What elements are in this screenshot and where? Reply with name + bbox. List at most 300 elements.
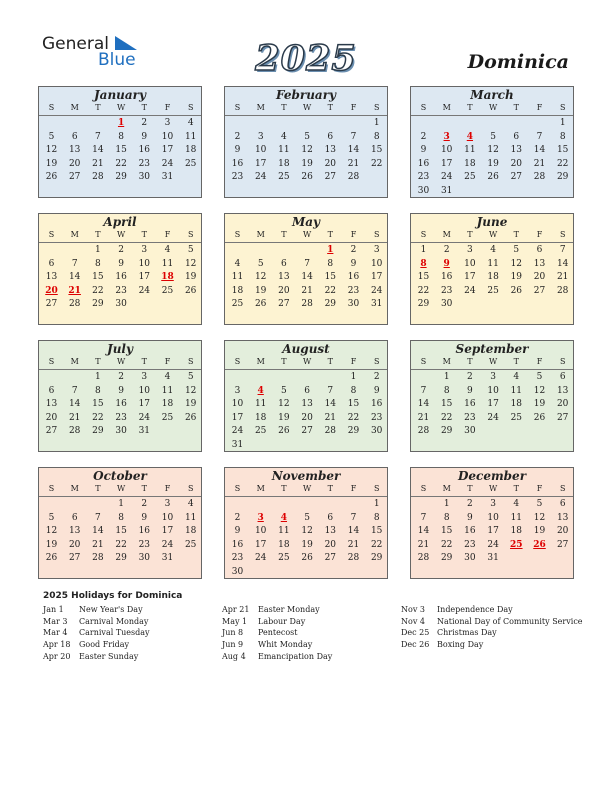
calendar-date: 6 <box>327 512 334 523</box>
holiday-column <box>43 605 223 663</box>
weekday-label: S <box>420 484 427 493</box>
holiday-name: Emancipation Day <box>258 651 333 661</box>
weekday-label: M <box>442 357 451 366</box>
calendar-date: 26 <box>254 299 267 310</box>
calendar-date: 25 <box>278 172 290 183</box>
calendar-date: 1 <box>118 499 124 509</box>
weekday-label: T <box>141 103 147 112</box>
calendar-date: 18 <box>184 145 197 156</box>
calendar-date: 21 <box>301 285 313 296</box>
calendar-date: 26 <box>533 412 546 423</box>
calendar-date: 22 <box>417 285 430 296</box>
calendar-date: 30 <box>347 299 360 310</box>
calendar-date: 31 <box>370 299 383 310</box>
calendar-date: 14 <box>533 145 546 156</box>
calendar-date: 14 <box>92 145 104 156</box>
weekday-label: T <box>327 357 333 366</box>
calendar-date: 24 <box>487 412 499 423</box>
calendar-date: 10 <box>487 512 499 523</box>
calendar-date: 25 <box>487 285 499 296</box>
calendar-date: 6 <box>281 258 287 269</box>
calendar-date: 25 <box>161 285 174 296</box>
calendar-date: 27 <box>278 299 290 310</box>
calendar-date: 16 <box>138 526 151 537</box>
calendar-date: 13 <box>324 145 337 156</box>
calendar-date: 12 <box>301 145 313 156</box>
calendar-date: 28 <box>68 299 81 310</box>
holiday-name: Good Friday <box>79 640 130 650</box>
calendar-date: 19 <box>533 399 546 410</box>
calendar-date: 19 <box>45 158 58 169</box>
calendar-date: 14 <box>417 526 430 537</box>
calendar-date: 17 <box>254 158 267 169</box>
calendar-date: 17 <box>161 145 174 156</box>
calendar-date: 24 <box>138 412 151 423</box>
holiday-date: 26 <box>533 539 546 550</box>
month-july <box>38 340 202 452</box>
calendar-date: 13 <box>510 145 523 156</box>
calendar-date: 16 <box>417 158 430 169</box>
calendar-date: 3 <box>141 372 148 382</box>
holiday-row <box>222 652 402 664</box>
holiday-row <box>401 628 581 640</box>
calendar-date: 28 <box>301 299 313 310</box>
holiday-date: 4 <box>466 131 474 142</box>
calendar-date: 18 <box>161 399 174 410</box>
calendar-date: 4 <box>281 131 287 142</box>
calendar-date: 15 <box>324 272 337 283</box>
calendar-date: 22 <box>115 539 127 550</box>
month-january <box>38 86 202 198</box>
calendar-date: 10 <box>254 145 267 156</box>
calendar-year: 2025 <box>255 38 357 79</box>
calendar-date: 6 <box>48 385 55 396</box>
calendar-date: 29 <box>370 553 383 564</box>
weekday-label: S <box>559 103 566 112</box>
calendar-date: 5 <box>48 512 55 523</box>
calendar-date: 6 <box>536 245 543 255</box>
weekday-label: F <box>350 103 357 112</box>
calendar-date: 27 <box>556 539 569 550</box>
calendar-date: 21 <box>417 412 430 423</box>
calendar-date: 26 <box>184 412 197 423</box>
calendar-date: 17 <box>161 526 174 537</box>
calendar-date: 29 <box>92 299 104 310</box>
calendar-date: 19 <box>45 539 58 550</box>
weekday-label: S <box>234 230 241 239</box>
calendar-date: 27 <box>68 553 81 564</box>
calendar-date: 30 <box>138 172 151 183</box>
month-title: June <box>476 215 508 229</box>
calendar-date: 2 <box>118 245 124 255</box>
calendar-date: 23 <box>417 172 430 183</box>
calendar-date: 9 <box>467 385 473 396</box>
calendar-date: 15 <box>347 399 360 410</box>
calendar-date: 14 <box>68 272 81 283</box>
calendar-date: 22 <box>556 158 569 169</box>
calendar-date: 14 <box>347 145 360 156</box>
weekday-label: T <box>513 103 519 112</box>
weekday-label: S <box>559 230 566 239</box>
holiday-row <box>43 652 223 664</box>
weekday-label: F <box>350 357 357 366</box>
calendar-date: 15 <box>440 526 453 537</box>
calendar-date: 12 <box>184 385 197 396</box>
holiday-date: 18 <box>161 272 174 283</box>
calendar-date: 14 <box>347 526 360 537</box>
holiday-row <box>43 640 223 652</box>
calendar-date: 25 <box>254 426 267 437</box>
calendar-date: 17 <box>138 272 151 283</box>
holiday-row <box>222 605 402 617</box>
calendar-date: 20 <box>510 158 523 169</box>
holiday-date: 1 <box>117 118 125 128</box>
calendar-date: 17 <box>231 412 244 423</box>
weekday-label: S <box>373 103 380 112</box>
holiday-date-label: Aug 4 <box>222 651 246 661</box>
calendar-date: 4 <box>187 118 194 128</box>
calendar-date: 8 <box>118 131 124 142</box>
holiday-date: 3 <box>257 512 264 523</box>
calendar-date: 5 <box>48 131 55 142</box>
holiday-column <box>401 605 581 652</box>
calendar-date: 24 <box>161 539 174 550</box>
calendar-date: 9 <box>141 131 148 142</box>
weekday-label: T <box>95 357 101 366</box>
calendar-date: 31 <box>231 440 244 450</box>
calendar-date: 12 <box>45 526 58 537</box>
weekday-label: T <box>281 230 287 239</box>
calendar-date: 8 <box>373 512 380 523</box>
calendar-date: 7 <box>327 385 334 396</box>
weekday-label: F <box>536 230 543 239</box>
calendar-date: 6 <box>71 512 78 523</box>
weekday-label: M <box>70 103 79 112</box>
calendar-date: 23 <box>115 285 127 296</box>
calendar-date: 3 <box>234 385 241 396</box>
calendar-date: 5 <box>257 258 264 269</box>
calendar-date: 27 <box>45 426 58 437</box>
calendar-date: 3 <box>467 245 473 255</box>
month-november <box>224 467 388 579</box>
calendar-date: 19 <box>301 158 313 169</box>
weekday-header <box>225 357 387 370</box>
calendar-date: 1 <box>559 118 566 128</box>
weekday-label: T <box>95 484 101 493</box>
calendar-date: 30 <box>115 426 127 437</box>
calendar-date: 9 <box>118 258 124 269</box>
weekday-label: M <box>70 230 79 239</box>
calendar-date: 20 <box>68 158 81 169</box>
holiday-date: 21 <box>68 285 81 296</box>
calendar-date: 10 <box>487 385 499 396</box>
calendar-date: 10 <box>440 145 453 156</box>
calendar-date: 21 <box>92 158 104 169</box>
logo-word-general: General <box>42 34 109 54</box>
calendar-date: 17 <box>254 539 267 550</box>
calendar-date: 7 <box>95 131 101 142</box>
calendar-date: 10 <box>254 526 267 537</box>
calendar-date: 7 <box>71 385 78 396</box>
calendar-date: 15 <box>370 145 383 156</box>
calendar-date: 3 <box>164 118 171 128</box>
calendar-date: 24 <box>161 158 174 169</box>
calendar-date: 19 <box>184 399 197 410</box>
month-title: November <box>271 469 341 483</box>
weekday-label: S <box>420 103 427 112</box>
calendar-date: 10 <box>231 399 244 410</box>
calendar-date: 13 <box>278 272 290 283</box>
calendar-date: 13 <box>68 145 81 156</box>
calendar-date: 29 <box>440 426 453 437</box>
calendar-date: 23 <box>115 412 127 423</box>
weekday-label: T <box>327 103 333 112</box>
weekday-label: M <box>442 484 451 493</box>
weekday-label: T <box>281 484 287 493</box>
weekday-label: S <box>559 357 566 366</box>
holiday-row <box>43 617 223 629</box>
calendar-date: 22 <box>92 412 104 423</box>
calendar-date: 2 <box>234 131 241 142</box>
weekday-header <box>225 230 387 243</box>
calendar-date: 23 <box>138 539 151 550</box>
calendar-date: 7 <box>559 245 566 255</box>
calendar-date: 11 <box>231 272 244 283</box>
holiday-name: Whit Monday <box>258 640 313 650</box>
holiday-date-label: Jun 8 <box>222 628 244 638</box>
calendar-date: 15 <box>370 526 383 537</box>
weekday-label: T <box>327 230 333 239</box>
calendar-date: 4 <box>513 372 520 382</box>
calendar-date: 24 <box>370 285 383 296</box>
calendar-date: 13 <box>556 385 569 396</box>
calendar-date: 6 <box>513 131 520 142</box>
weekday-label: S <box>187 103 194 112</box>
calendar-date: 17 <box>370 272 383 283</box>
weekday-header <box>225 103 387 116</box>
calendar-date: 31 <box>161 553 174 564</box>
calendar-date: 4 <box>164 245 171 255</box>
holiday-row <box>222 628 402 640</box>
calendar-date: 24 <box>254 553 267 564</box>
calendar-date: 22 <box>115 158 127 169</box>
calendar-date: 9 <box>373 385 380 396</box>
calendar-date: 15 <box>556 145 569 156</box>
holiday-date-label: Apr 21 <box>222 605 250 614</box>
weekday-label: S <box>187 357 194 366</box>
calendar-date: 7 <box>350 131 357 142</box>
calendar-date: 2 <box>467 372 473 382</box>
calendar-date: 1 <box>350 372 357 382</box>
calendar-date: 4 <box>234 258 241 269</box>
calendar-date: 20 <box>301 412 313 423</box>
calendar-date: 12 <box>533 512 546 523</box>
weekday-header <box>39 357 201 370</box>
weekday-label: F <box>536 103 543 112</box>
calendar-date: 23 <box>440 285 453 296</box>
calendar-date: 13 <box>533 258 546 269</box>
weekday-label: W <box>302 230 312 239</box>
calendar-date: 22 <box>324 285 337 296</box>
calendar-date: 8 <box>118 512 124 523</box>
holiday-row <box>43 628 223 640</box>
calendar-date: 7 <box>304 258 310 269</box>
calendar-date: 6 <box>327 131 334 142</box>
calendar-date: 19 <box>510 272 523 283</box>
calendar-date: 28 <box>417 553 430 564</box>
calendar-date: 19 <box>278 412 290 423</box>
calendar-date: 30 <box>231 567 244 577</box>
calendar-date: 9 <box>234 526 241 537</box>
calendar-date: 22 <box>347 412 360 423</box>
calendar-date: 16 <box>464 526 476 537</box>
calendar-date: 5 <box>490 131 496 142</box>
calendar-date: 19 <box>533 526 546 537</box>
weekday-label: T <box>281 103 287 112</box>
calendar-date: 3 <box>164 499 171 509</box>
calendar-date: 1 <box>443 372 450 382</box>
weekday-label: F <box>536 357 543 366</box>
calendar-date: 31 <box>161 172 174 183</box>
calendar-date: 16 <box>370 399 383 410</box>
calendar-date: 24 <box>231 426 244 437</box>
calendar-date: 6 <box>559 499 566 509</box>
calendar-date: 23 <box>231 172 244 183</box>
holiday-name: Carnival Tuesday <box>79 628 150 638</box>
calendar-date: 5 <box>304 131 310 142</box>
calendar-date: 12 <box>510 258 523 269</box>
calendar-date: 17 <box>440 158 453 169</box>
month-title: September <box>455 342 529 356</box>
holiday-date-label: Apr 18 <box>43 640 71 650</box>
calendar-date: 1 <box>95 245 101 255</box>
calendar-date: 15 <box>417 272 430 283</box>
calendar-date: 1 <box>373 499 380 509</box>
weekday-label: S <box>234 103 241 112</box>
calendar-date: 21 <box>417 539 430 550</box>
holiday-date: 4 <box>257 385 264 396</box>
month-title: December <box>457 469 527 483</box>
holiday-name: Pentecost <box>258 628 298 638</box>
calendar-date: 16 <box>464 399 476 410</box>
calendar-date: 5 <box>536 372 543 382</box>
calendar-date: 8 <box>327 258 334 269</box>
calendar-date: 5 <box>513 245 520 255</box>
calendar-date: 18 <box>464 158 476 169</box>
month-title: August <box>282 342 330 356</box>
calendar-date: 15 <box>115 145 127 156</box>
weekday-label: S <box>420 230 427 239</box>
weekday-header <box>411 357 573 370</box>
weekday-label: M <box>70 484 79 493</box>
calendar-date: 14 <box>92 526 104 537</box>
calendar-date: 16 <box>115 399 127 410</box>
weekday-label: T <box>467 103 473 112</box>
weekday-label: M <box>70 357 79 366</box>
calendar-date: 8 <box>443 385 450 396</box>
month-title: February <box>275 88 336 102</box>
calendar-date: 9 <box>350 258 357 269</box>
holiday-date-label: Mar 4 <box>43 628 68 638</box>
calendar-date: 23 <box>464 412 476 423</box>
calendar-date: 27 <box>533 285 546 296</box>
holiday-row <box>222 640 402 652</box>
calendar-date: 11 <box>510 512 523 523</box>
calendar-date: 26 <box>487 172 499 183</box>
calendar-date: 17 <box>487 526 499 537</box>
calendar-date: 4 <box>513 499 520 509</box>
calendar-date: 8 <box>95 258 101 269</box>
calendar-date: 14 <box>417 399 430 410</box>
calendar-date: 11 <box>487 258 499 269</box>
calendar-date: 28 <box>347 553 360 564</box>
weekday-label: F <box>164 230 171 239</box>
holiday-date-label: Nov 4 <box>401 616 425 626</box>
weekday-label: T <box>141 484 147 493</box>
weekday-label: T <box>95 103 101 112</box>
holiday-name: Labour Day <box>258 616 306 626</box>
month-august <box>224 340 388 452</box>
calendar-date: 12 <box>45 145 58 156</box>
holiday-row <box>401 605 581 617</box>
holiday-column <box>222 605 402 663</box>
calendar-date: 8 <box>350 385 357 396</box>
weekday-label: T <box>513 357 519 366</box>
calendar-date: 15 <box>92 272 104 283</box>
calendar-date: 26 <box>301 553 313 564</box>
calendar-date: 30 <box>464 426 476 437</box>
weekday-label: M <box>256 103 265 112</box>
calendar-date: 19 <box>184 272 197 283</box>
calendar-date: 27 <box>324 553 337 564</box>
calendar-date: 18 <box>278 158 290 169</box>
calendar-date: 29 <box>556 172 569 183</box>
weekday-header <box>39 230 201 243</box>
calendar-date: 10 <box>161 512 174 523</box>
calendar-date: 11 <box>278 145 290 156</box>
calendar-date: 31 <box>487 553 499 564</box>
weekday-label: S <box>187 484 194 493</box>
calendar-date: 9 <box>141 512 148 523</box>
calendar-date: 13 <box>68 526 81 537</box>
month-march <box>410 86 574 198</box>
calendar-date: 27 <box>324 172 337 183</box>
calendar-date: 21 <box>347 539 360 550</box>
calendar-date: 23 <box>231 553 244 564</box>
calendar-date: 8 <box>95 385 101 396</box>
weekday-label: T <box>513 230 519 239</box>
calendar-date: 25 <box>510 412 523 423</box>
month-december <box>410 467 574 579</box>
calendar-date: 22 <box>440 539 453 550</box>
weekday-label: T <box>141 230 147 239</box>
calendar-date: 28 <box>68 426 81 437</box>
weekday-label: F <box>164 357 171 366</box>
month-february <box>224 86 388 198</box>
month-title: January <box>94 88 146 102</box>
calendar-date: 17 <box>464 272 476 283</box>
calendar-date: 24 <box>464 285 476 296</box>
calendar-date: 24 <box>440 172 453 183</box>
calendar-date: 11 <box>464 145 476 156</box>
calendar-date: 28 <box>324 426 337 437</box>
calendar-date: 7 <box>95 512 101 523</box>
holiday-date-label: Mar 3 <box>43 616 68 626</box>
calendar-date: 2 <box>234 512 241 523</box>
month-title: March <box>470 88 514 102</box>
logo-word-blue: Blue <box>98 50 136 70</box>
calendar-date: 11 <box>510 385 523 396</box>
